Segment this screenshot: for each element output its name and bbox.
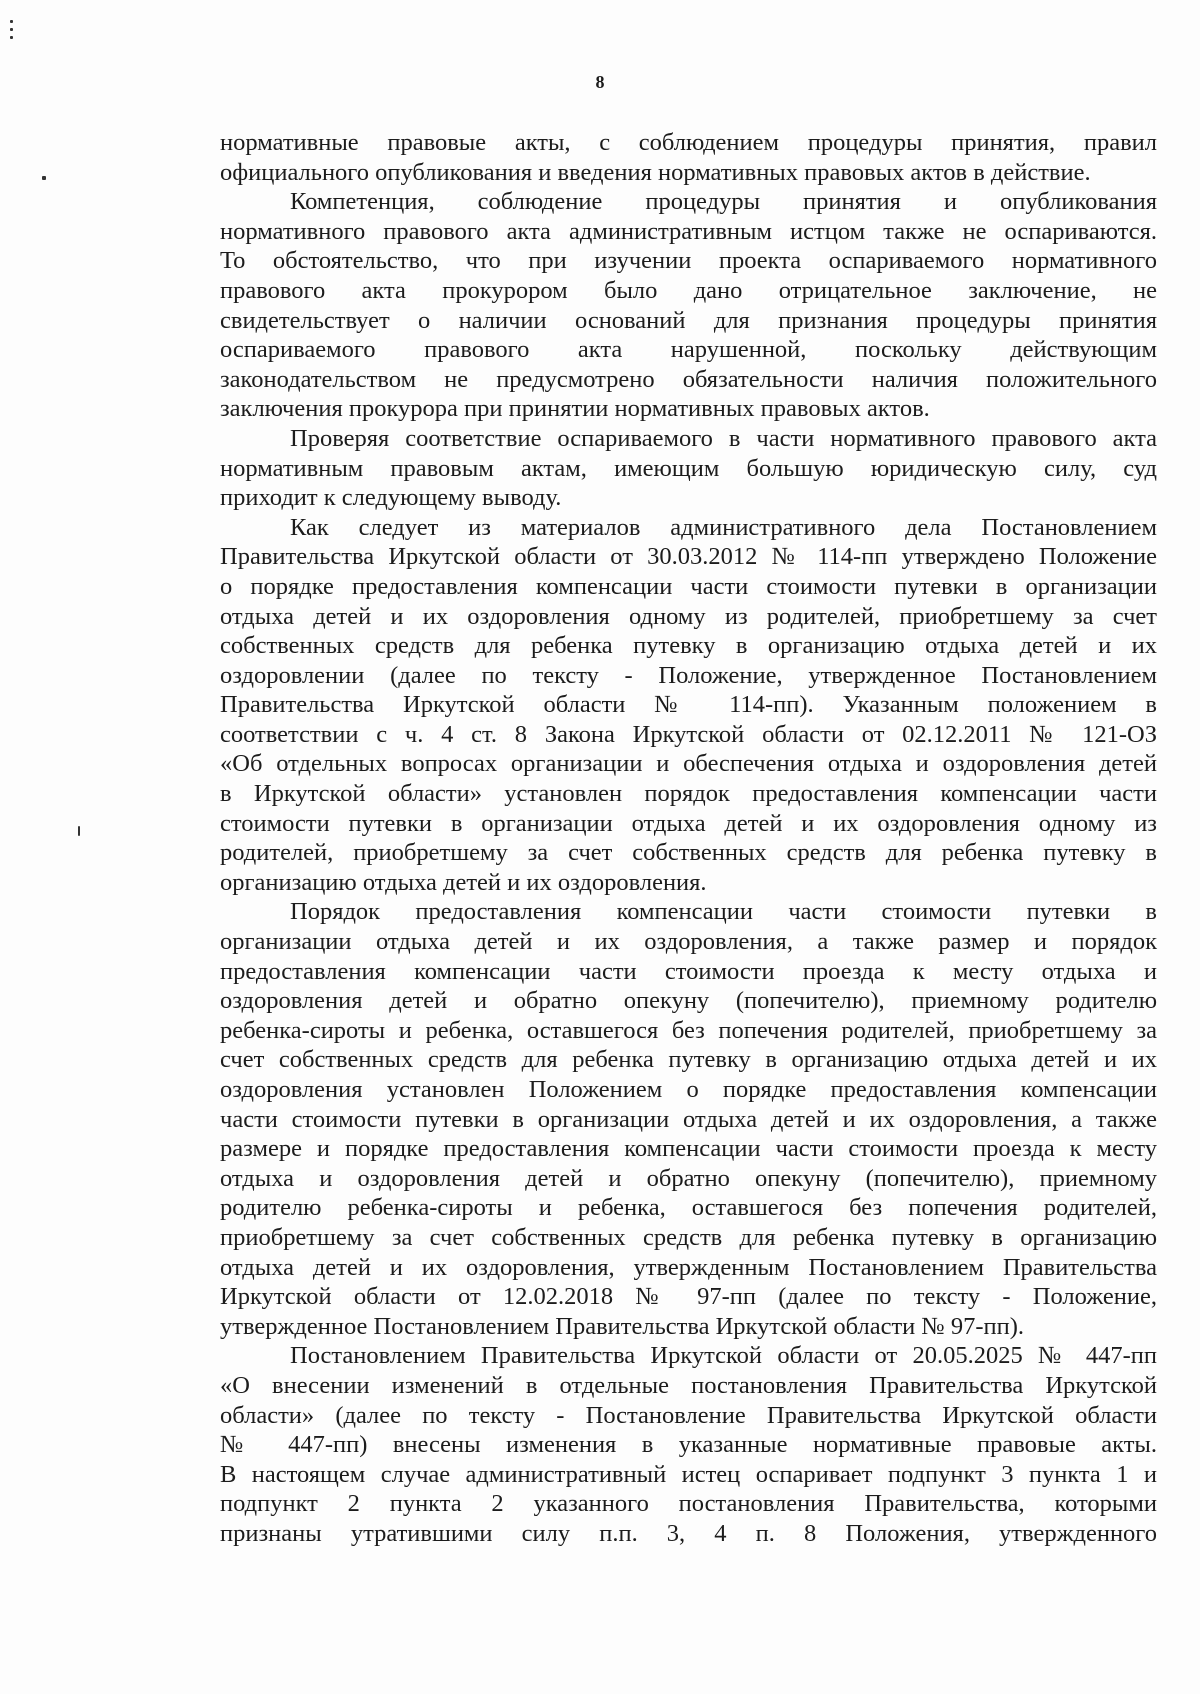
paragraph — [220, 1341, 1157, 1548]
text-line: Компетенция, соблюдение процедуры принятия и опубликования — [290, 188, 1157, 216]
scan-artifact-mark — [10, 20, 13, 23]
text-line: отдыха детей и их оздоровления одному из родителей, приобретшему за счет — [220, 602, 1157, 630]
text-line: Как следует из материалов административного дела Постановлением — [290, 513, 1157, 541]
text-line: Постановлением Правительства Иркутской области от 20.05.2025 № 447-пп — [290, 1342, 1157, 1370]
text-line: подпункт 2 пункта 2 указанного постановления Правительства, которыми — [220, 1490, 1157, 1518]
text-line: организации отдыха детей и их оздоровления, а также размер и порядок — [220, 928, 1157, 956]
scan-artifact-mark — [10, 36, 13, 39]
text-line: области» (далее по тексту - Постановление Правительства Иркутской области — [220, 1401, 1157, 1429]
text-line: отдыха детей и их оздоровления, утвержденным Постановлением Правительства — [220, 1253, 1157, 1281]
paragraph — [220, 897, 1157, 1341]
text-line: родителю ребенка-сироты и ребенка, оставшегося без попечения родителей, — [220, 1194, 1157, 1222]
text-line: № 447-пп) внесены изменения в указанные нормативные правовые акты. — [220, 1431, 1157, 1459]
text-line: «О внесении изменений в отдельные постановления Правительства Иркутской — [220, 1371, 1157, 1399]
document-body — [220, 128, 1157, 1549]
text-line: соответствии с ч. 4 ст. 8 Закона Иркутской области от 02.12.2011 № 121-ОЗ — [220, 720, 1157, 748]
page-number: 8 — [595, 72, 605, 92]
paragraph — [220, 187, 1157, 424]
scan-artifact-mark — [10, 28, 13, 31]
text-line: счет собственных средств для ребенка путевку в организацию отдыха детей и их — [220, 1046, 1157, 1074]
paragraph — [220, 424, 1157, 513]
text-line: правового акта прокурором было дано отрицательное заключение, не — [220, 276, 1157, 304]
text-line: оздоровления детей и обратно опекуну (попечителю), приемному родителю — [220, 987, 1157, 1015]
text-line: нормативного правового акта административным истцом также не оспариваются. — [220, 217, 1157, 245]
text-line: собственных средств для ребенка путевку в организацию отдыха детей и их — [220, 632, 1157, 660]
text-line: Иркутской области от 12.02.2018 № 97-пп (далее по тексту - Положение, — [220, 1283, 1157, 1311]
text-line: в Иркутской области» установлен порядок предоставления компенсации части — [220, 780, 1157, 808]
text-line: Порядок предоставления компенсации части стоимости путевки в — [290, 898, 1157, 926]
text-line: оздоровления установлен Положением о порядке предоставления компенсации — [220, 1076, 1157, 1103]
text-line: о порядке предоставления компенсации части стоимости путевки в организации — [220, 572, 1157, 600]
text-line: ребенка-сироты и ребенка, оставшегося без попечения родителей, приобретшему за — [220, 1016, 1157, 1044]
paragraph — [220, 513, 1157, 898]
text-line: приобретшему за счет собственных средств для ребенка путевку в организацию — [220, 1223, 1157, 1251]
text-line: части стоимости путевки в организации отдыха детей и их оздоровления, а также — [220, 1105, 1157, 1133]
text-line: свидетельствует о наличии оснований для признания процедуры принятия — [220, 306, 1157, 334]
text-line: размере и порядке предоставления компенсации части стоимости проезда к месту — [220, 1135, 1157, 1163]
text-line: законодательством не предусмотрено обязательности наличия положительного — [220, 365, 1157, 393]
text-line: оспариваемого правового акта нарушенной, поскольку действующим — [220, 336, 1157, 364]
text-line: признаны утратившими силу п.п. 3, 4 п. 8 Положения, утвержденного — [220, 1519, 1157, 1547]
text-line: родителей, приобретшему за счет собственных средств для ребенка путевку в — [220, 839, 1157, 867]
paragraph — [220, 128, 1157, 187]
text-line: В настоящем случае административный истец оспаривает подпункт 3 пункта 1 и — [220, 1460, 1157, 1488]
scan-artifact-mark — [42, 176, 46, 180]
text-line: предоставления компенсации части стоимости проезда к месту отдыха и — [220, 957, 1157, 985]
text-line: стоимости путевки в организации отдыха детей и их оздоровления одному из — [220, 809, 1157, 837]
text-line: Правительства Иркутской области № 114-пп). Указанным положением в — [220, 691, 1157, 719]
scan-artifact-mark — [78, 826, 80, 836]
text-line: организацию отдыха детей и их оздоровления. — [220, 868, 707, 896]
text-line: отдыха и оздоровления детей и обратно опекуну (попечителю), приемному — [220, 1164, 1157, 1192]
text-line: «Об отдельных вопросах организации и обеспечения отдыха и оздоровления детей — [220, 750, 1157, 778]
text-line: То обстоятельство, что при изучении проекта оспариваемого нормативного — [220, 247, 1157, 275]
text-line: заключения прокурора при принятии нормативных правовых актов. — [220, 395, 930, 423]
text-line: официального опубликования и введения нормативных правовых актов в действие. — [220, 158, 1091, 186]
text-line: оздоровлении (далее по тексту - Положение, утвержденное Постановлением — [220, 661, 1157, 689]
text-line: нормативным правовым актам, имеющим большую юридическую силу, суд — [220, 454, 1157, 482]
text-line: Проверяя соответствие оспариваемого в части нормативного правового акта — [290, 424, 1157, 452]
text-line: утвержденное Постановлением Правительства Иркутской области № 97-пп). — [220, 1312, 1025, 1340]
text-line: Правительства Иркутской области от 30.03.2012 № 114-пп утверждено Положение — [220, 543, 1157, 571]
text-line: приходит к следующему выводу. — [220, 484, 562, 512]
text-line: нормативные правовые акты, с соблюдением процедуры принятия, правил — [220, 129, 1157, 156]
